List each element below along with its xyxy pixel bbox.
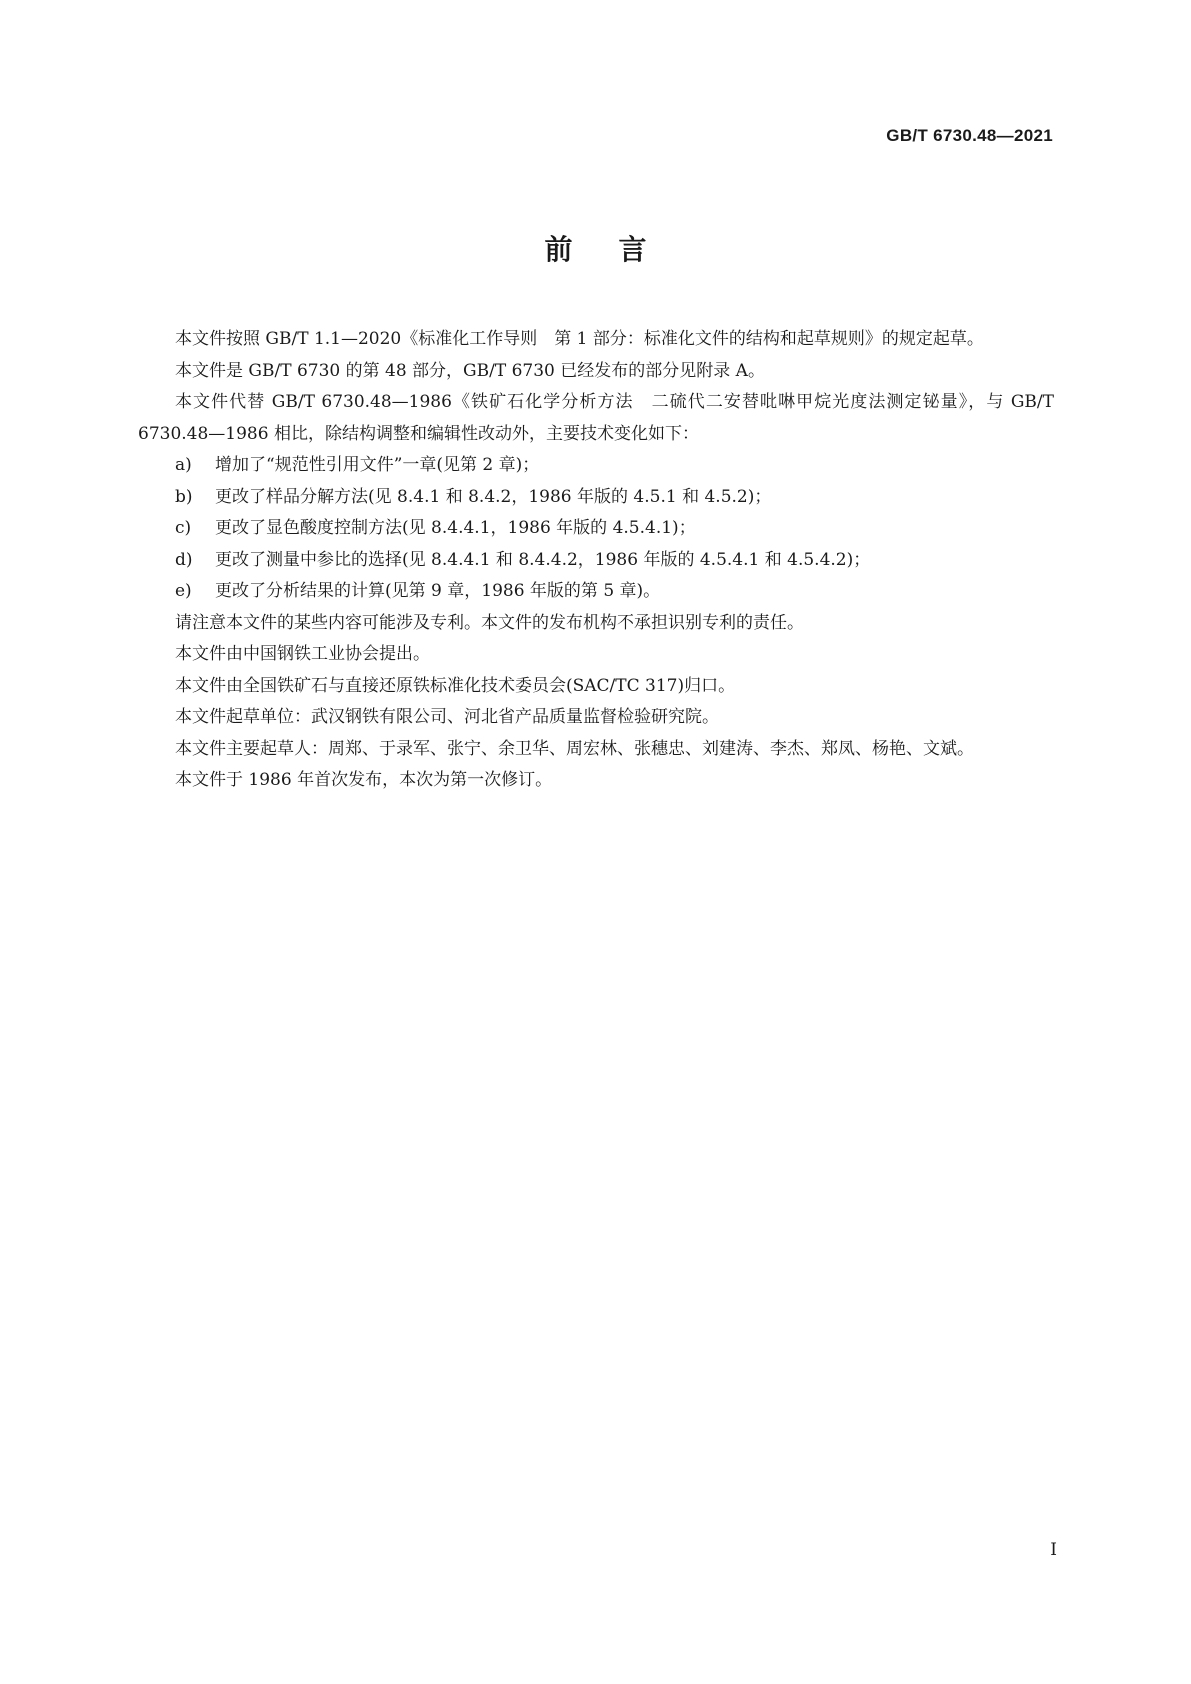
list-item-text: 增加了“规范性引用文件”一章(见第 2 章)；	[215, 455, 540, 475]
list-marker: e)	[175, 581, 192, 601]
paragraph-drafting-organizations: 本文件起草单位：武汉钢铁有限公司、河北省产品质量监督检验研究院。	[175, 707, 719, 727]
list-item	[138, 450, 1054, 482]
paragraph-publication-history: 本文件于 1986 年首次发布，本次为第一次修订。	[175, 770, 553, 790]
paragraph-drafting-rules: 本文件按照 GB/T 1.1—2020《标准化工作导则 第 1 部分：标准化文件的结构和起草规则》的规定起草。	[175, 329, 984, 349]
paragraph-under-jurisdiction: 本文件由全国铁矿石与直接还原铁标准化技术委员会(SAC/TC 317)归口。	[175, 675, 736, 696]
page-number: I	[1050, 1540, 1057, 1560]
list-item	[138, 513, 1054, 545]
list-item-text: 更改了样品分解方法(见 8.4.1 和 8.4.2，1986 年版的 4.5.1 和 4.5.2)；	[215, 486, 772, 507]
list-marker: c)	[175, 518, 192, 538]
paragraph-series-part: 本文件是 GB/T 6730 的第 48 部分，GB/T 6730 已经发布的部分见附录 A。	[175, 360, 765, 381]
list-item	[138, 576, 1054, 608]
list-item	[138, 482, 1054, 514]
paragraph-drafters: 本文件主要起草人：周郑、于录军、张宁、余卫华、周宏林、张穗忠、刘建涛、李杰、郑凤、杨艳、文斌。	[175, 738, 974, 759]
paragraph-replaces: 本文件代替 GB/T 6730.48—1986《铁矿石化学分析方法 二硫代二安替吡啉甲烷光度法测定铋量》，与 GB/T 6730.48—1986 相比，除结构调整和编辑性改动外，主要技术变化如下：	[138, 392, 1054, 444]
changes-list	[138, 450, 1054, 608]
paragraph-proposed-by: 本文件由中国钢铁工业协会提出。	[175, 644, 430, 664]
list-item	[138, 545, 1054, 577]
page-title: 前言	[544, 233, 693, 266]
list-item-text: 更改了测量中参比的选择(见 8.4.4.1 和 8.4.4.2，1986 年版的 4.5.4.1 和 4.5.4.2)；	[215, 549, 871, 570]
list-item-text: 更改了显色酸度控制方法(见 8.4.4.1，1986 年版的 4.5.4.1)；	[215, 518, 696, 538]
list-marker: a)	[175, 455, 192, 475]
paragraph-patent-notice: 请注意本文件的某些内容可能涉及专利。本文件的发布机构不承担识别专利的责任。	[175, 612, 804, 633]
foreword-body	[138, 324, 1054, 797]
standard-code: GB/T 6730.48—2021	[886, 126, 1053, 145]
list-item-text: 更改了分析结果的计算(见第 9 章，1986 年版的第 5 章)。	[215, 581, 661, 601]
list-marker: d)	[175, 549, 193, 570]
list-marker: b)	[175, 486, 193, 507]
